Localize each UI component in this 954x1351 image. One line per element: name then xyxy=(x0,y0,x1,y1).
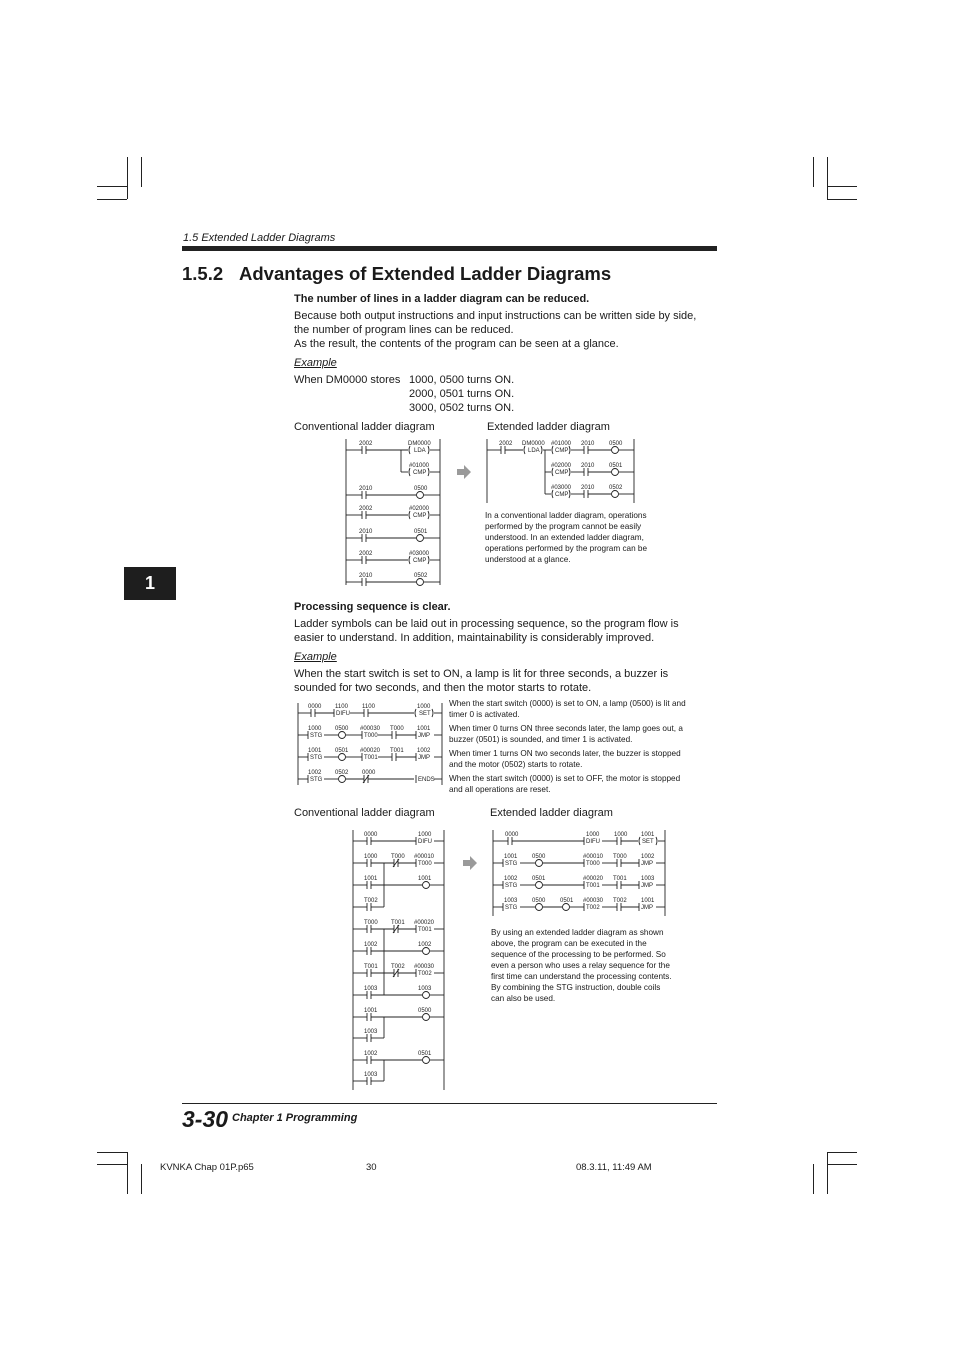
svg-text:T001: T001 xyxy=(613,876,627,882)
svg-text:#00010: #00010 xyxy=(414,854,435,860)
part2-body: Ladder symbols can be laid out in processing sequence, so the program flow is easier to understand. In addition, maintainability is considerably improved. xyxy=(294,618,679,644)
svg-text:0501: 0501 xyxy=(532,876,546,882)
svg-text:JMP: JMP xyxy=(641,861,653,867)
page-title xyxy=(182,263,611,285)
example-label-2: Example xyxy=(294,651,337,663)
svg-text:2010: 2010 xyxy=(359,486,373,492)
svg-text:DIFU: DIFU xyxy=(586,839,600,845)
svg-text:DM0000: DM0000 xyxy=(522,441,545,447)
svg-text:CMP: CMP xyxy=(555,492,569,498)
svg-text:2002: 2002 xyxy=(359,441,373,447)
svg-text:0502: 0502 xyxy=(609,485,623,491)
svg-text:LDA: LDA xyxy=(528,448,540,454)
svg-text:2002: 2002 xyxy=(499,441,513,447)
svg-text:#00020: #00020 xyxy=(414,920,435,926)
svg-text:#00010: #00010 xyxy=(583,854,604,860)
arrow-right-icon xyxy=(462,856,478,870)
svg-text:0501: 0501 xyxy=(560,898,574,904)
svg-text:2010: 2010 xyxy=(359,529,373,535)
svg-text:1003: 1003 xyxy=(504,898,518,904)
svg-text:0501: 0501 xyxy=(414,529,428,535)
when-list: 1000, 0500 turns ON. 2000, 0501 turns ON. 3000, 0502 turns ON. xyxy=(409,374,515,414)
svg-text:1000: 1000 xyxy=(418,832,432,838)
svg-text:T001: T001 xyxy=(390,748,404,754)
svg-text:JMP: JMP xyxy=(418,733,430,739)
extended-label-1: Extended ladder diagram xyxy=(487,421,610,433)
svg-text:JMP: JMP xyxy=(641,905,653,911)
svg-text:DIFU: DIFU xyxy=(336,711,350,717)
svg-text:1100: 1100 xyxy=(335,704,348,710)
example-label-1: Example xyxy=(294,357,337,369)
svg-text:T001: T001 xyxy=(364,964,378,970)
svg-text:0502: 0502 xyxy=(414,573,428,579)
svg-text:CMP: CMP xyxy=(413,470,427,476)
svg-text:T002: T002 xyxy=(364,898,378,904)
svg-text:2010: 2010 xyxy=(359,573,373,579)
svg-text:SET: SET xyxy=(642,839,654,845)
svg-text:2010: 2010 xyxy=(581,463,595,469)
note-extended-1: In a conventional ladder diagram, operations performed by the program cannot be easily understood. In an extended ladder diagram, operations performed by the program can be understood at a glance. xyxy=(485,511,648,564)
svg-text:0500: 0500 xyxy=(414,486,428,492)
svg-text:1002: 1002 xyxy=(417,748,431,754)
svg-text:CMP: CMP xyxy=(413,558,427,564)
svg-text:T001: T001 xyxy=(391,920,405,926)
svg-text:T000: T000 xyxy=(364,920,378,926)
svg-text:T002: T002 xyxy=(418,971,432,977)
svg-text:0000: 0000 xyxy=(505,832,519,838)
svg-text:2002: 2002 xyxy=(359,551,373,557)
slug-filename: KVNKA Chap 01P.p65 xyxy=(160,1162,254,1173)
svg-text:2002: 2002 xyxy=(359,506,373,512)
svg-text:DM0000: DM0000 xyxy=(408,441,431,447)
svg-text:1001: 1001 xyxy=(364,876,378,882)
slug-page: 30 xyxy=(366,1162,377,1173)
svg-text:STG: STG xyxy=(310,755,323,761)
example-body-2: When the start switch is set to ON, a lamp is lit for three seconds, a buzzer is sounded for two seconds, and then the motor starts to rotate. xyxy=(294,668,669,694)
svg-text:LDA: LDA xyxy=(414,448,426,454)
svg-text:0500: 0500 xyxy=(335,726,349,732)
svg-text:1003: 1003 xyxy=(641,876,655,882)
svg-text:#01000: #01000 xyxy=(409,463,430,469)
svg-text:1000: 1000 xyxy=(308,726,322,732)
svg-text:0000: 0000 xyxy=(362,770,376,776)
part1-body: Because both output instructions and input instructions can be written side by side, the number of program lines can be reduced. As the result, the contents of the program can be seen at a glance. xyxy=(294,310,697,350)
svg-text:T002: T002 xyxy=(613,898,627,904)
svg-text:JMP: JMP xyxy=(641,883,653,889)
section-title: Advantages of Extended Ladder Diagrams xyxy=(239,263,612,284)
svg-text:1001: 1001 xyxy=(504,854,518,860)
svg-text:1001: 1001 xyxy=(418,876,432,882)
svg-text:T000: T000 xyxy=(418,861,432,867)
svg-text:1002: 1002 xyxy=(418,942,432,948)
svg-text:1000: 1000 xyxy=(614,832,628,838)
svg-text:1003: 1003 xyxy=(364,986,378,992)
svg-text:0501: 0501 xyxy=(335,748,349,754)
svg-text:CMP: CMP xyxy=(413,513,427,519)
conventional-ladder-diagram-1 xyxy=(342,437,442,587)
svg-text:#00030: #00030 xyxy=(583,898,604,904)
footer-rule xyxy=(182,1103,717,1104)
svg-text:#01000: #01000 xyxy=(551,441,572,447)
svg-text:1001: 1001 xyxy=(641,898,655,904)
svg-text:1001: 1001 xyxy=(308,748,322,754)
heading-lines-reduced: The number of lines in a ladder diagram can be reduced. xyxy=(294,293,590,305)
svg-text:T000: T000 xyxy=(390,726,404,732)
svg-text:1002: 1002 xyxy=(641,854,655,860)
svg-text:1003: 1003 xyxy=(364,1029,378,1035)
extended-ladder-diagram-1 xyxy=(485,437,637,505)
svg-text:1003: 1003 xyxy=(418,986,432,992)
conventional-label-2: Conventional ladder diagram xyxy=(294,807,435,819)
svg-text:#00030: #00030 xyxy=(360,726,381,732)
svg-text:#02000: #02000 xyxy=(551,463,572,469)
svg-text:0500: 0500 xyxy=(418,1008,432,1014)
chapter-tab: 1 xyxy=(124,567,176,600)
stg-program-diagram xyxy=(296,701,446,787)
svg-text:#02000: #02000 xyxy=(409,506,430,512)
svg-text:STG: STG xyxy=(505,883,518,889)
svg-text:0502: 0502 xyxy=(335,770,349,776)
svg-text:STG: STG xyxy=(310,733,323,739)
extended-label-2: Extended ladder diagram xyxy=(490,807,613,819)
svg-text:2010: 2010 xyxy=(581,441,595,447)
svg-text:T000: T000 xyxy=(613,854,627,860)
svg-text:1000: 1000 xyxy=(417,704,431,710)
svg-text:1001: 1001 xyxy=(364,1008,378,1014)
svg-text:0500: 0500 xyxy=(532,854,546,860)
svg-text:#03000: #03000 xyxy=(551,485,572,491)
section-number: 1.5.2 xyxy=(182,263,224,284)
svg-text:T000: T000 xyxy=(391,854,405,860)
svg-text:JMP: JMP xyxy=(418,755,430,761)
slug-date: 08.3.11, 11:49 AM xyxy=(576,1162,652,1173)
svg-text:1001: 1001 xyxy=(417,726,431,732)
svg-text:1002: 1002 xyxy=(364,942,378,948)
svg-text:T002: T002 xyxy=(391,964,405,970)
svg-text:STG: STG xyxy=(505,861,518,867)
svg-text:#00030: #00030 xyxy=(414,964,435,970)
svg-text:0501: 0501 xyxy=(609,463,623,469)
page-number: 3-30 xyxy=(182,1106,229,1132)
extended-ladder-diagram-2 xyxy=(490,828,670,918)
heading-sequence-clear: Processing sequence is clear. xyxy=(294,601,451,613)
svg-text:STG: STG xyxy=(310,777,323,783)
svg-text:T001: T001 xyxy=(364,755,378,761)
svg-text:SET: SET xyxy=(419,711,431,717)
svg-text:#03000: #03000 xyxy=(409,551,430,557)
section-label: 1.5 Extended Ladder Diagrams xyxy=(183,232,336,244)
svg-text:0500: 0500 xyxy=(609,441,623,447)
svg-text:1000: 1000 xyxy=(586,832,600,838)
header-rule xyxy=(182,246,717,251)
svg-text:T001: T001 xyxy=(418,927,432,933)
svg-text:#00020: #00020 xyxy=(360,748,381,754)
svg-text:T000: T000 xyxy=(364,733,378,739)
when-prefix: When DM0000 stores xyxy=(294,374,401,386)
svg-text:0500: 0500 xyxy=(532,898,546,904)
svg-text:T002: T002 xyxy=(586,905,600,911)
svg-text:T001: T001 xyxy=(586,883,600,889)
svg-text:1100: 1100 xyxy=(362,704,375,710)
svg-text:0501: 0501 xyxy=(418,1051,432,1057)
svg-text:1002: 1002 xyxy=(308,770,322,776)
svg-text:CMP: CMP xyxy=(555,448,569,454)
svg-text:1002: 1002 xyxy=(364,1051,378,1057)
svg-text:T000: T000 xyxy=(586,861,600,867)
svg-text:1000: 1000 xyxy=(364,854,378,860)
svg-text:1002: 1002 xyxy=(504,876,518,882)
conventional-label-1: Conventional ladder diagram xyxy=(294,421,435,433)
svg-text:0000: 0000 xyxy=(364,832,378,838)
svg-text:1001: 1001 xyxy=(641,832,655,838)
conventional-ladder-diagram-2 xyxy=(350,828,450,1092)
svg-text:#00020: #00020 xyxy=(583,876,604,882)
svg-text:DIFU: DIFU xyxy=(418,839,432,845)
chapter-label: Chapter 1 Programming xyxy=(232,1112,358,1124)
note-extended-2: By using an extended ladder diagram as shown above, the program can be executed in the sequence of the processing to be performed. So even a person who uses a relay sequence for the first time can understand the processing contents. By combining the STG instruction, double coils can also be used. xyxy=(491,928,672,1003)
svg-text:CMP: CMP xyxy=(555,470,569,476)
svg-text:0000: 0000 xyxy=(308,704,322,710)
arrow-right-icon xyxy=(456,465,472,479)
svg-text:2010: 2010 xyxy=(581,485,595,491)
svg-text:ENDS: ENDS xyxy=(418,777,435,783)
svg-text:STG: STG xyxy=(505,905,518,911)
svg-text:1003: 1003 xyxy=(364,1072,378,1078)
step-notes: When the start switch (0000) is set to ON, a lamp (0500) is lit and timer 0 is activated. When timer 0 turns ON three seconds later, the lamp goes out, a buzzer (0501) is sounded, and timer 1 is activated. When timer 1 turns ON two seconds later, the buzzer is stopped and the motor (0502) starts to rotate. When the start switch (0000) is set to OFF, the motor is stopped and all operations are reset. xyxy=(449,699,686,794)
